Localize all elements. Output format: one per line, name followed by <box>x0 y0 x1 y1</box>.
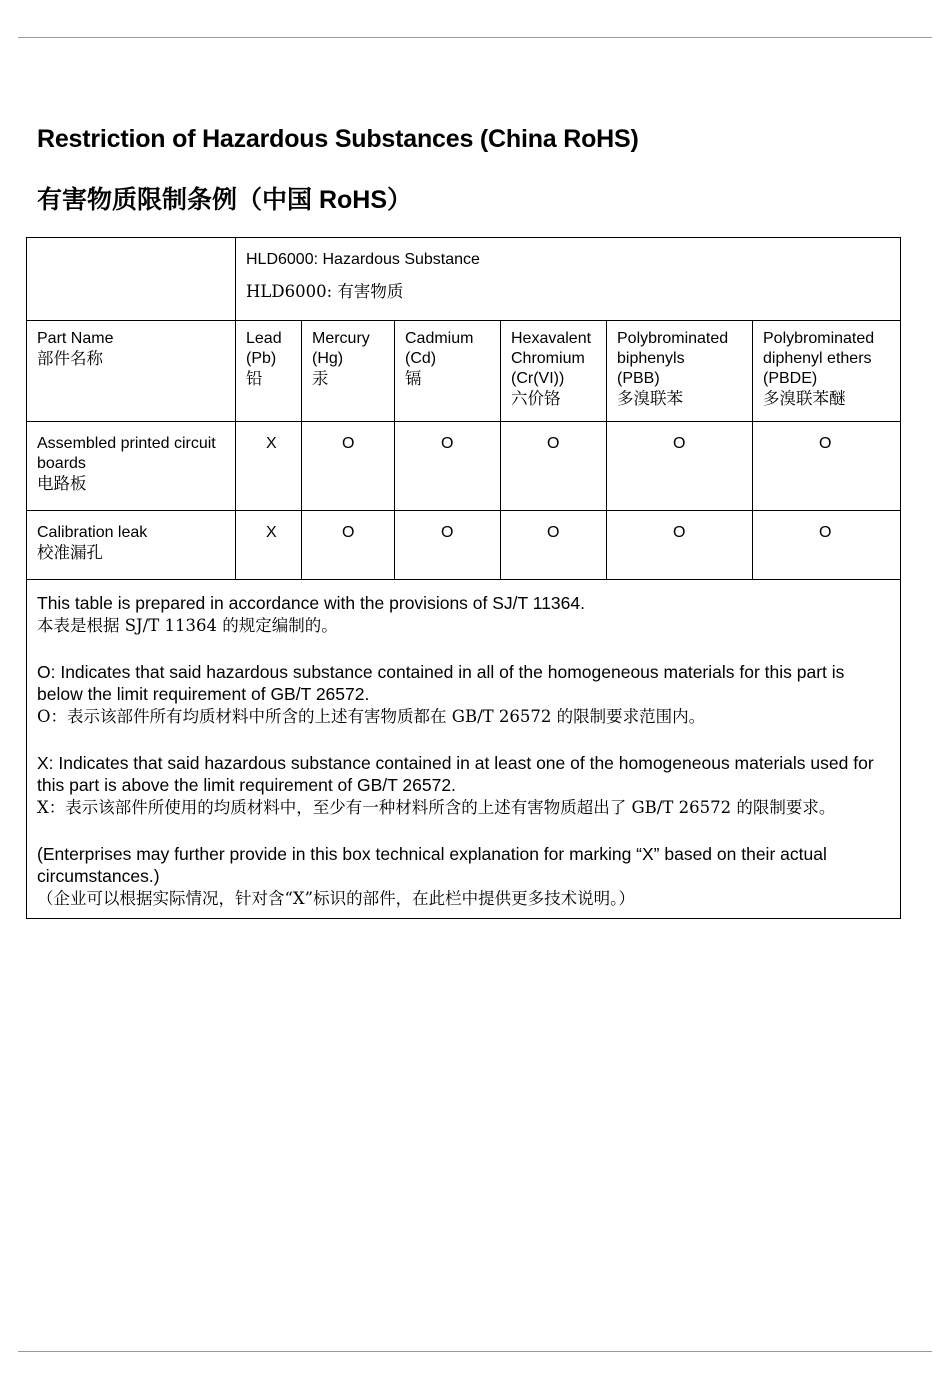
mark-cell: O <box>395 422 501 511</box>
part-name-header-en: Part Name <box>37 330 114 347</box>
part-name-cn: 电路板 <box>37 474 87 493</box>
mark-cell: O <box>501 511 607 580</box>
column-header-row <box>27 321 901 422</box>
rohs-table <box>26 237 901 919</box>
notes-row <box>27 580 901 919</box>
note-prepared <box>37 592 888 637</box>
mark-cell: X <box>236 422 302 511</box>
column-header-en: Cadmium (Cd) <box>405 330 474 367</box>
column-header-cn: 镉 <box>405 369 422 388</box>
column-header-pbb <box>607 321 753 422</box>
column-header-pbde <box>753 321 901 422</box>
table-row-calibration-leak <box>27 511 901 580</box>
note-x-en: X: Indicates that said hazardous substance contained in at least one of the homogeneous materials used for this part is above the limit requirement of GB/T 26572. <box>37 753 874 795</box>
column-header-hexavalent-chromium <box>501 321 607 422</box>
note-enterprise-cn: （企业可以根据实际情况，针对含“X”标识的部件，在此栏中提供更多技术说明。） <box>37 889 635 908</box>
page-title-cn: 有害物质限制条例（中国 RoHS） <box>37 186 413 214</box>
product-header-row <box>27 238 901 321</box>
note-prepared-cn: 本表是根据 SJ/T 11364 的规定编制的。 <box>37 616 338 635</box>
mark-cell: O <box>607 422 753 511</box>
note-enterprise-en: (Enterprises may further provide in this box technical explanation for marking “X” based on their actual circumstances.) <box>37 844 827 886</box>
footer-rule <box>18 1351 932 1352</box>
part-name-header <box>27 321 236 422</box>
mark-cell: O <box>302 511 395 580</box>
mark-cell: O <box>753 422 901 511</box>
page-title-en: Restriction of Hazardous Substances (China RoHS) <box>37 125 639 153</box>
part-name-en: Calibration leak <box>37 524 148 541</box>
header-rule <box>18 37 932 38</box>
part-name-cell <box>27 422 236 511</box>
mark-cell: X <box>236 511 302 580</box>
column-header-mercury <box>302 321 395 422</box>
mark-cell: O <box>501 422 607 511</box>
column-header-cn: 多溴联苯 <box>617 389 683 408</box>
part-name-en: Assembled printed circuit boards <box>37 435 216 472</box>
mark-cell: O <box>302 422 395 511</box>
column-header-cn: 六价铬 <box>511 389 561 408</box>
table-row-pcb <box>27 422 901 511</box>
part-name-cn: 校准漏孔 <box>37 543 103 562</box>
mark-cell: O <box>395 511 501 580</box>
empty-corner-cell <box>27 238 236 321</box>
column-header-en: Lead (Pb) <box>246 330 282 367</box>
column-header-cadmium <box>395 321 501 422</box>
column-header-en: Polybrominated diphenyl ethers (PBDE) <box>763 330 875 387</box>
note-o-definition <box>37 661 888 728</box>
column-header-en: Hexavalent Chromium (Cr(VI)) <box>511 330 592 387</box>
note-o-cn: O：表示该部件所有均质材料中所含的上述有害物质都在 GB/T 26572 的限制要求范围内。 <box>37 707 706 726</box>
product-header-en: HLD6000: Hazardous Substance <box>246 251 480 268</box>
column-header-en: Polybrominated biphenyls (PBB) <box>617 330 729 387</box>
note-o-en: O: Indicates that said hazardous substance contained in all of the homogeneous materials for this part is below the limit requirement of GB/T 26572. <box>37 662 845 704</box>
product-header-cell <box>236 238 901 321</box>
note-enterprise <box>37 843 888 910</box>
part-name-cell <box>27 511 236 580</box>
notes-cell <box>27 580 901 919</box>
part-name-header-cn: 部件名称 <box>37 349 103 368</box>
mark-cell: O <box>607 511 753 580</box>
column-header-cn: 多溴联苯醚 <box>763 389 846 408</box>
note-x-definition <box>37 752 888 819</box>
column-header-lead <box>236 321 302 422</box>
column-header-cn: 铅 <box>246 369 263 388</box>
column-header-cn: 汞 <box>312 369 329 388</box>
product-header-cn: HLD6000: 有害物质 <box>246 282 404 301</box>
note-prepared-en: This table is prepared in accordance with the provisions of SJ/T 11364. <box>37 593 585 613</box>
mark-cell: O <box>753 511 901 580</box>
column-header-en: Mercury (Hg) <box>312 330 370 367</box>
note-x-cn: X：表示该部件所使用的均质材料中，至少有一种材料所含的上述有害物质超出了 GB/T 26572 的限制要求。 <box>37 798 836 817</box>
